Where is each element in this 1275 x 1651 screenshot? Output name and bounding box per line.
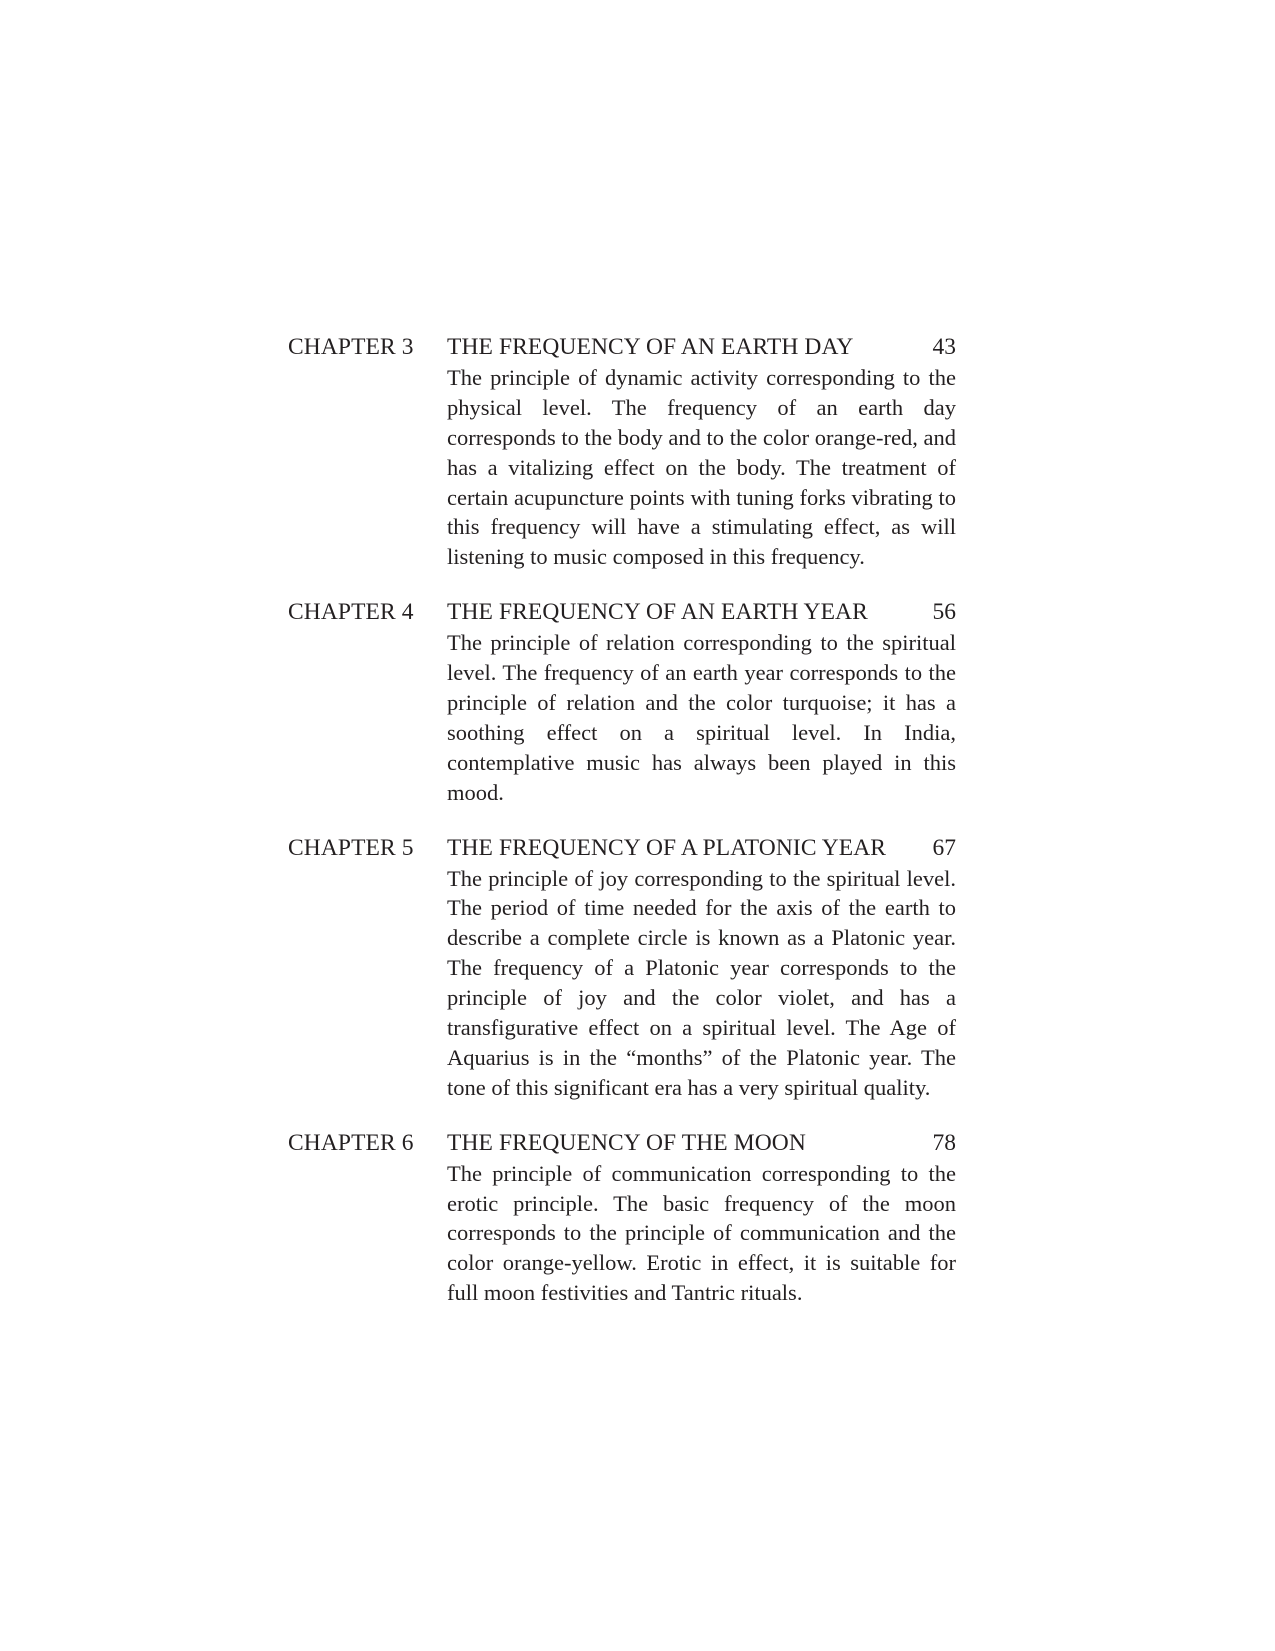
chapter-title: THE FREQUENCY OF AN EARTH YEAR <box>447 599 868 626</box>
page-number: 78 <box>932 1129 956 1156</box>
page-number: 67 <box>932 834 956 861</box>
entry-heading <box>447 598 956 628</box>
entry-body <box>447 598 956 807</box>
entry-heading <box>447 1129 956 1159</box>
chapter-description: The principle of communication corresponding to the erotic principle. The basic frequency of the moon corresponds to the principle of communication and the color orange-yellow. Erotic in effect, it is suitable for full moon festivities and Tantric rituals. <box>447 1160 956 1306</box>
table-of-contents <box>288 333 956 1308</box>
chapter-title: THE FREQUENCY OF AN EARTH DAY <box>447 334 854 360</box>
chapter-label: CHAPTER 6 <box>288 1129 414 1156</box>
entry-body <box>447 834 956 1103</box>
chapter-label: CHAPTER 3 <box>288 334 414 360</box>
chapter-description: The principle of relation corresponding to the spiritual level. The frequency of an earth year corresponds to the principle of relation and the color turquoise; it has a soothing effect on a spiritual level. In India, contemplative music has always been played in this mood. <box>447 630 956 805</box>
page-number: 43 <box>932 334 956 360</box>
entry-heading <box>447 333 956 363</box>
chapter-label: CHAPTER 5 <box>288 834 414 861</box>
chapter-title: THE FREQUENCY OF A PLATONIC YEAR <box>447 834 887 861</box>
chapter-title: THE FREQUENCY OF THE MOON <box>447 1129 806 1156</box>
toc-entry-chapter-6 <box>288 1129 956 1308</box>
entry-body <box>447 1129 956 1308</box>
toc-entry-chapter-4 <box>288 598 956 807</box>
chapter-description: The principle of joy corresponding to the spiritual level. The period of time needed for the axis of the earth to describe a complete circle is known as a Platonic year. The frequency of a Platonic year corresponds to the principle of joy and the color violet, and has a transfigurative effect on a spiritual level. The Age of Aquarius is in the “months” of the Platonic year. The tone of this significant era has a very spiritual quality. <box>447 865 956 1100</box>
toc-entry-chapter-3 <box>288 333 956 572</box>
entry-body <box>447 333 956 572</box>
entry-heading <box>447 834 956 864</box>
chapter-label: CHAPTER 4 <box>288 599 414 626</box>
page-number: 56 <box>932 599 956 626</box>
toc-entry-chapter-5 <box>288 834 956 1103</box>
chapter-description: The principle of dynamic activity corresponding to the physical level. The frequency of an earth day corresponds to the body and to the color orange-red, and has a vitalizing effect on the body. The treatment of certain acupuncture points with tuning forks vibrating to this frequency will have a stimulating effect, as will listening to music composed in this frequency. <box>447 364 956 570</box>
